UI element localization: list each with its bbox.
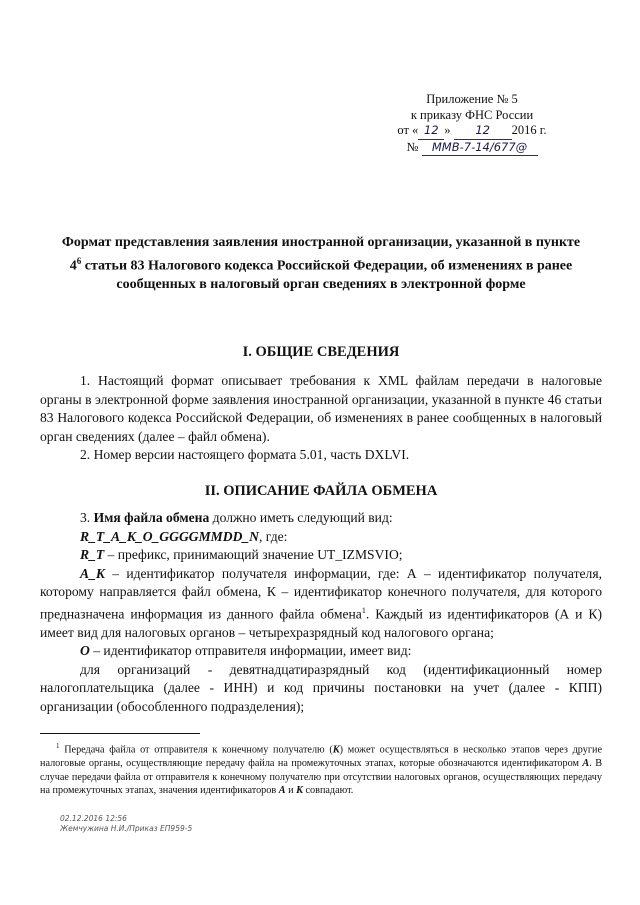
footnote-divider — [40, 733, 200, 734]
appendix-label: Приложение № 5 — [426, 92, 518, 106]
date-year: 2016 г. — [511, 123, 547, 137]
document-stamp: 02.12.2016 12:56 Жемчужина Н.И./Приказ ЕП959-5 — [60, 814, 193, 833]
order-number: № ММВ-7-14/677@ — [362, 140, 582, 157]
section-heading-file-description: II. ОПИСАНИЕ ФАЙЛА ОБМЕНА — [204, 483, 438, 499]
paragraph-1: 1. Настоящий формат описывает требования к XML файлам передачи в налоговые органы в электронной форме заявления иностранной организации, указанной в пункте 46 статьи 83 Налогового кодекса Российской Федерации, об изменениях в ранее сообщенных в налоговый орган сведениях (далее – файл обмена). — [40, 373, 602, 444]
appendix-header — [362, 92, 582, 156]
document-title: Формат представления заявления иностранной организации, указанной в пункте $4^6$ статьи 83 Налогового кодекса Российской Федерации, об изменениях в ранее сообщенных в налоговый орган сведениях в электронной форме — [61, 235, 581, 292]
date-month: 12 — [454, 123, 512, 140]
order-reference: к приказу ФНС России — [410, 107, 534, 122]
footnote-mark: 1 — [56, 742, 60, 750]
prefix-definition: R_T – префикс, принимающий значение UT_IZMSVIO; — [80, 547, 403, 562]
recipient-definition: A_K – идентификатор получателя информации, где: А – идентификатор получателя, которому направляется файл обмена, К – идентификатор конечного получателя, для которого предназначена информация из данного файла обмена$^1$. Каждый из идентификаторов (А и К) имеет вид для налоговых органов – четырехразрядный код налогового органа; — [40, 565, 603, 640]
footnote: $^1$ Передача файла от отправителя к конечному получателю (К) может осуществляться в несколько этапов через другие налоговые органы, осуществляющие передачу файла на промежуточных этапах, которые обозначаются идентификатором А. В случае передачи файла от отправителя к конечному получателю при отсутствии налоговых органов, осуществляющих передачу на промежуточных этапах, значения идентификаторов А и К совпадают. — [40, 742, 603, 797]
sender-definition: O – идентификатор отправителя информации, имеет вид: — [80, 643, 412, 659]
date-day: 12 — [418, 123, 444, 140]
order-date: от « 12 » 12 2016 г. — [362, 123, 582, 140]
footnote-ref[interactable]: 1 — [361, 605, 366, 615]
filename-pattern: R_T_A_K_O_GGGGMMDD_N, где: — [80, 528, 288, 544]
section-general-body — [40, 372, 602, 465]
organization-definition: для организаций - девятнадцатиразрядный код (идентификационный номер налогоплательщика (далее - ИНН) и код причины постановки на учет (далее - КПП) организации (обособленного подразделения); — [40, 661, 602, 714]
section-file-description-body — [40, 509, 602, 716]
paragraph-3: 3. Имя файла обмена должно иметь следующий вид: — [80, 510, 393, 525]
section-heading-general: I. ОБЩИЕ СВЕДЕНИЯ — [242, 344, 400, 360]
order-number-value: ММВ-7-14/677@ — [422, 140, 538, 157]
title-superscript: 6 — [76, 256, 82, 266]
paragraph-2: 2. Номер версии настоящего формата 5.01, часть DXLVI. — [80, 447, 410, 462]
